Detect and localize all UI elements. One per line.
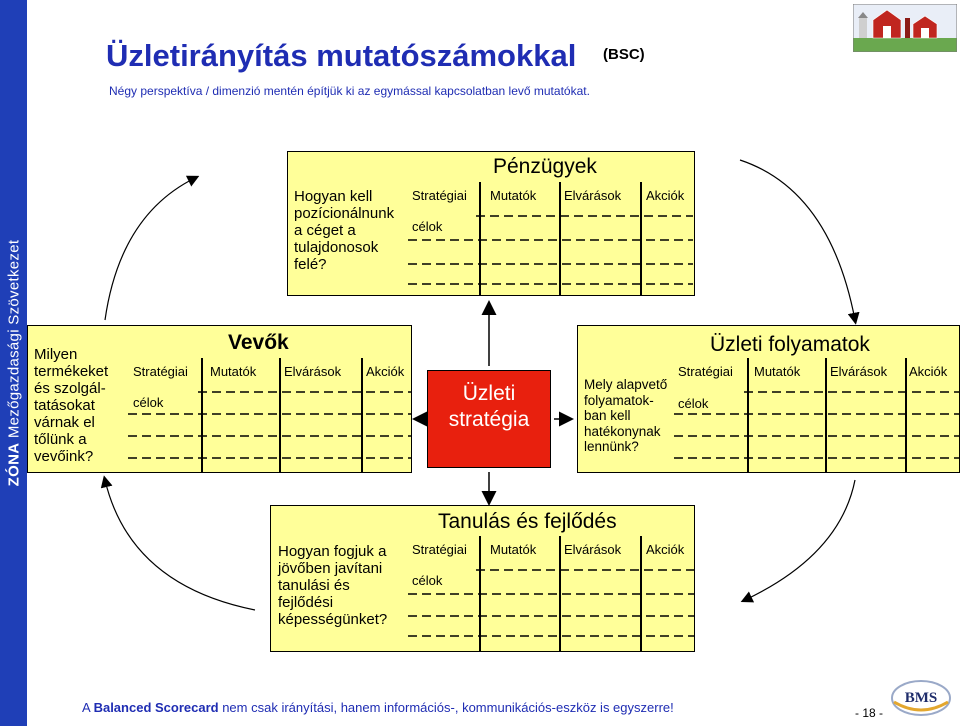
processes-question: Mely alapvető folyamatok- ban kell hatékonynak lennünk? (584, 377, 668, 454)
processes-col-expectations: Elvárások (830, 364, 888, 379)
business-strategy-box (427, 370, 551, 468)
financial-col-strategic-2: célok (412, 219, 443, 234)
financial-question: Hogyan kell pozícionálnunk a céget a tulajdonosok felé? (294, 188, 395, 273)
financial-title: Pénzügyek (493, 155, 597, 178)
processes-col-strategic-2: célok (678, 396, 709, 411)
learning-col-strategic-2: célok (412, 573, 443, 588)
financial-grid (408, 180, 693, 296)
page-title: Üzletirányítás mutatószámokkal (106, 38, 577, 73)
processes-grid (674, 356, 960, 473)
page-number: - 18 - (855, 706, 884, 720)
learning-col-actions: Akciók (646, 542, 685, 557)
bms-logo (890, 678, 952, 718)
footer-note (82, 700, 674, 715)
page-subtitle: Négy perspektíva / dimenzió mentén építjük ki az egymással kapcsolatban levő mutatókat. (109, 84, 590, 98)
strategy-line-1: Üzleti (462, 382, 516, 405)
footer-bold: Balanced Scorecard (93, 700, 219, 715)
learning-col-expectations: Elvárások (564, 542, 622, 557)
customers-question: Milyen termékeket és szolgál- tatásokat várnak el tőlünk a vevőink? (34, 346, 109, 465)
financial-col-measures: Mutatók (490, 188, 537, 203)
sidebar-org: Mezőgazdasági Szövetkezet (5, 239, 22, 439)
financial-col-expectations: Elvárások (564, 188, 622, 203)
learning-col-measures: Mutatók (490, 542, 537, 557)
sidebar-brand: ZÓNA (5, 442, 22, 487)
financial-col-actions: Akciók (646, 188, 685, 203)
processes-col-measures: Mutatók (754, 364, 801, 379)
footer-rest: nem csak irányítási, hanem információs-, kommunikációs-eszköz is egyszerre! (218, 700, 674, 715)
learning-grid (408, 534, 695, 652)
title-suffix: (BSC) (603, 46, 645, 63)
customers-col-strategic-2: célok (133, 395, 164, 410)
learning-col-strategic: Stratégiai (412, 542, 467, 557)
strategy-line-2: stratégia (448, 408, 530, 431)
learning-title: Tanulás és fejlődés (438, 510, 617, 533)
learning-question: Hogyan fogjuk a jövőben javítani tanulási és fejlődési képességünket? (278, 543, 388, 628)
processes-col-actions: Akciók (909, 364, 948, 379)
processes-title: Üzleti folyamatok (710, 333, 870, 356)
footer-prefix: A (82, 700, 94, 715)
processes-col-strategic: Stratégiai (678, 364, 733, 379)
financial-col-strategic: Stratégiai (412, 188, 467, 203)
bms-logo-text: BMS (904, 690, 938, 706)
customers-col-measures: Mutatók (210, 364, 257, 379)
customers-grid (128, 356, 412, 473)
customers-col-expectations: Elvárások (284, 364, 342, 379)
customers-col-actions: Akciók (366, 364, 405, 379)
customers-title: Vevők (228, 331, 289, 354)
customers-col-strategic: Stratégiai (133, 364, 188, 379)
